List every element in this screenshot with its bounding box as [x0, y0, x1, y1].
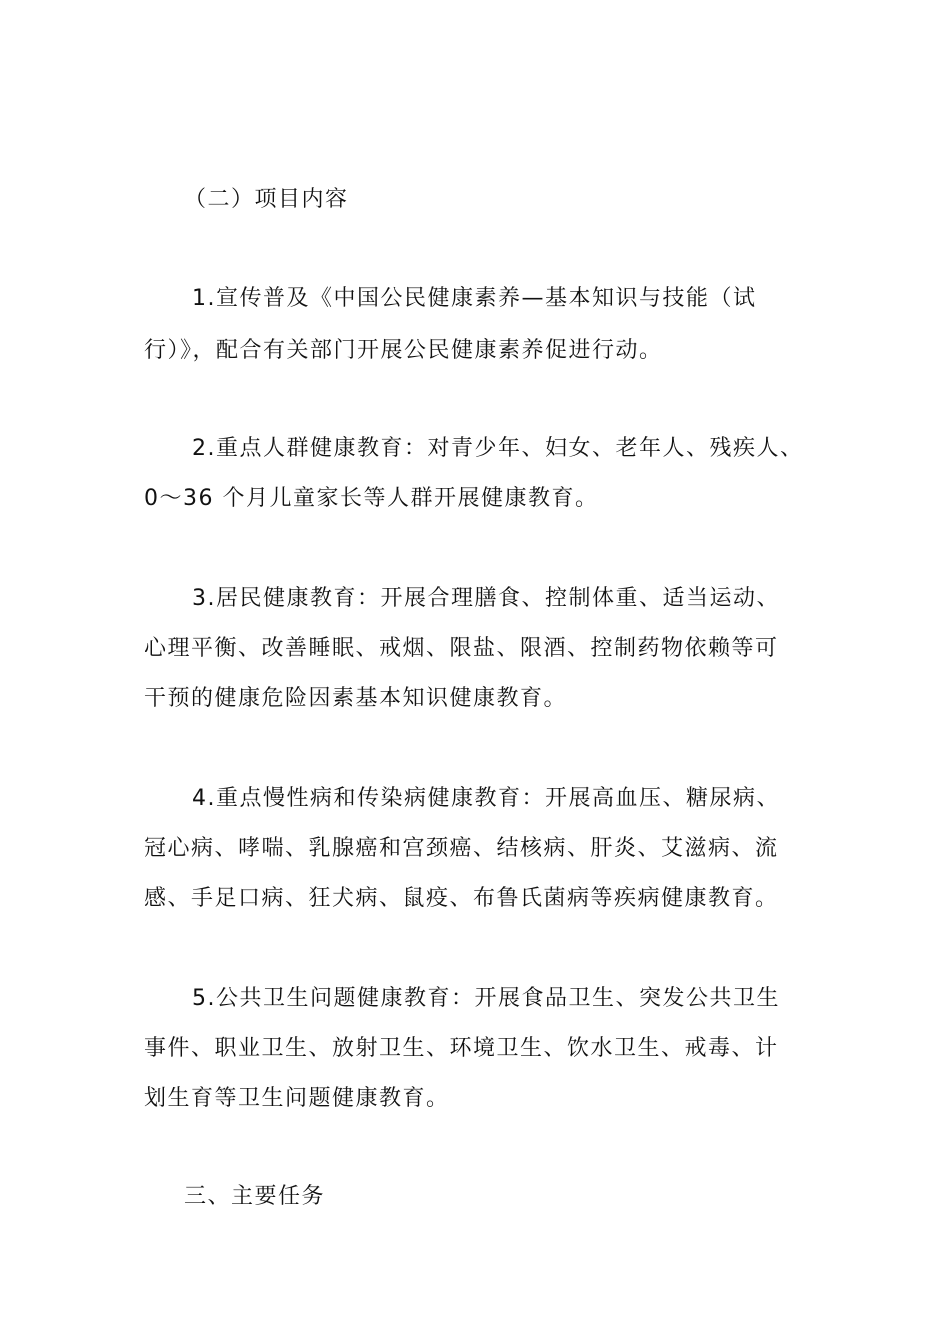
section-heading-main-tasks: 三、主要任务 [184, 1184, 326, 1209]
item-1-line-1: 1.宣传普及《中国公民健康素养—基本知识与技能（试 [192, 286, 757, 311]
item-1-line-2: 行）》，配合有关部门开展公民健康素养促进行动。 [144, 338, 663, 363]
item-4-line-1: 4.重点慢性病和传染病健康教育：开展高血压、糖尿病、 [192, 786, 780, 811]
item-5-line-2: 事件、职业卫生、放射卫生、环境卫生、饮水卫生、戒毒、计 [144, 1036, 779, 1061]
item-4-line-2: 冠心病、哮喘、乳腺癌和宫颈癌、结核病、肝炎、艾滋病、流 [144, 836, 779, 861]
item-5-line-3: 划生育等卫生问题健康教育。 [144, 1086, 450, 1111]
item-3-line-1: 3.居民健康教育：开展合理膳食、控制体重、适当运动、 [192, 586, 780, 611]
item-3-line-3: 干预的健康危险因素基本知识健康教育。 [144, 686, 568, 711]
item-4-line-3: 感、手足口病、狂犬病、鼠疫、布鲁氏菌病等疾病健康教育。 [144, 886, 779, 911]
item-3-line-2: 心理平衡、改善睡眠、戒烟、限盐、限酒、控制药物依赖等可 [144, 636, 779, 661]
item-5-line-1: 5.公共卫生问题健康教育：开展食品卫生、突发公共卫生 [192, 986, 780, 1011]
subheading-project-content: （二）项目内容 [184, 187, 349, 212]
item-2-line-2: 0～36 个月儿童家长等人群开展健康教育。 [144, 486, 599, 511]
item-2-line-1: 2.重点人群健康教育：对青少年、妇女、老年人、残疾人、 [192, 436, 804, 461]
